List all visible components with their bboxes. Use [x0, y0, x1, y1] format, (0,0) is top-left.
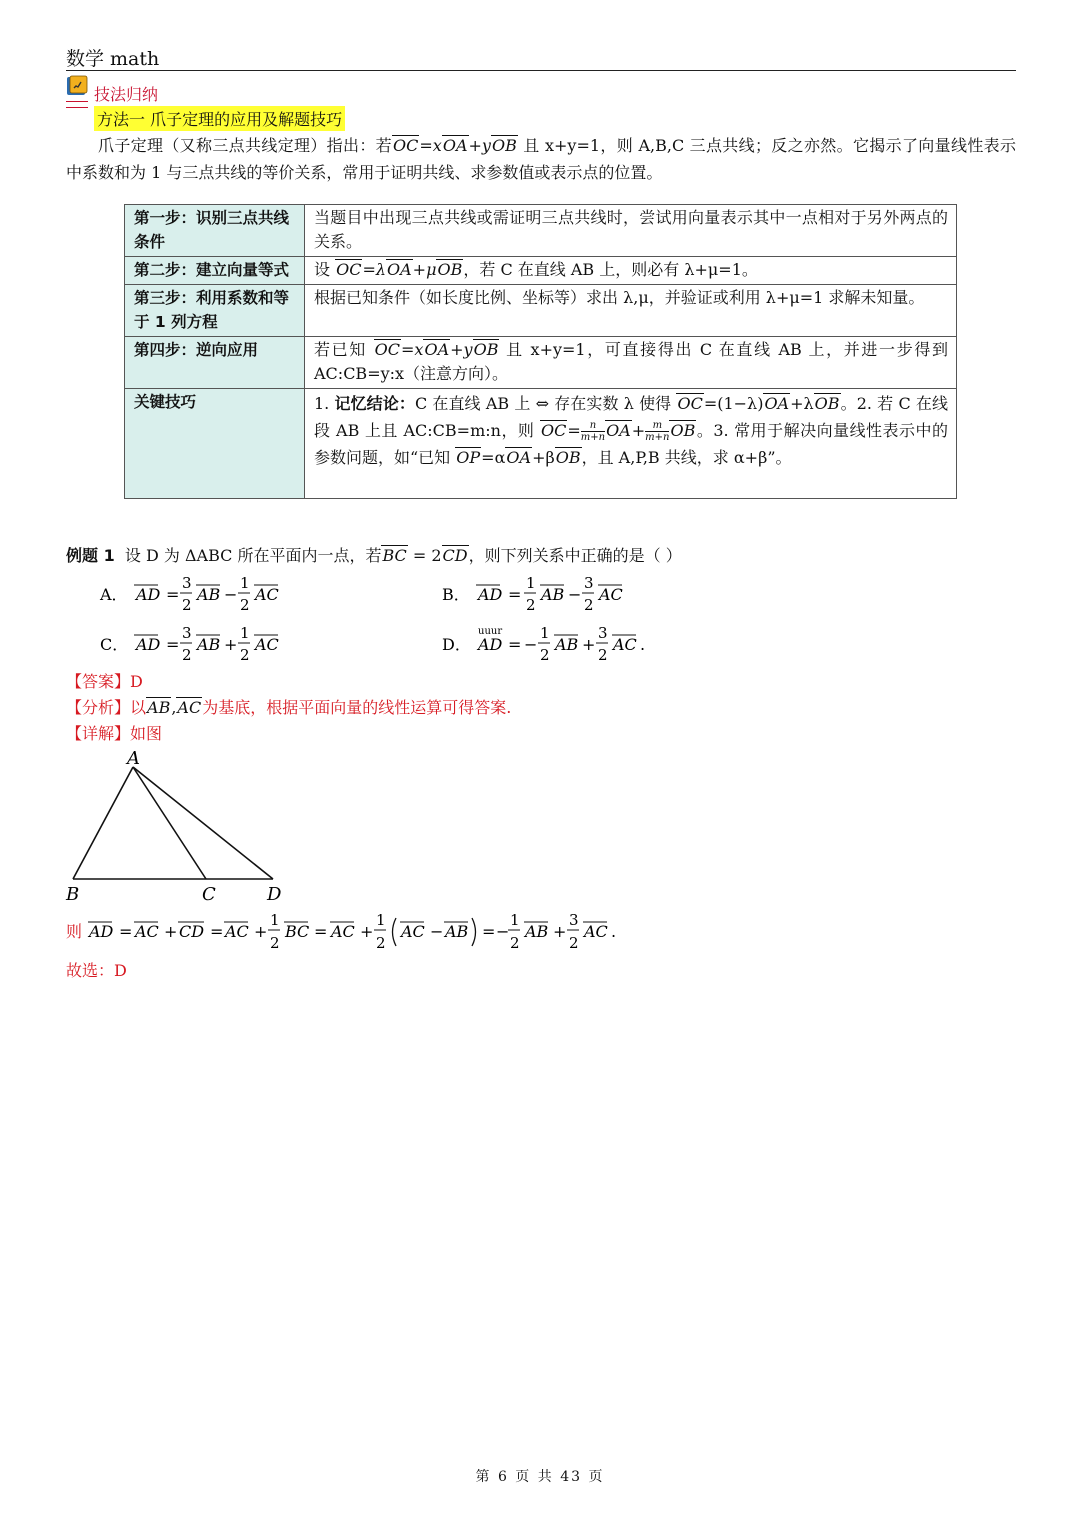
step-label: 第三步：利用系数和等于 1 列方程: [125, 285, 305, 337]
denominator: 2: [182, 646, 192, 664]
numerator: 1: [270, 911, 280, 929]
plus-sign: +: [254, 922, 268, 941]
vec-ab: AB: [445, 922, 469, 941]
eq-sign: =: [508, 635, 522, 654]
right-paren: [472, 918, 476, 946]
vec-ab: AB: [197, 585, 221, 604]
point-label-a: A: [127, 748, 140, 769]
method-heading: 方法一 爪子定理的应用及解题技巧: [94, 106, 345, 131]
vector-marks: uuur: [478, 626, 503, 637]
vec-ad: AD: [89, 922, 114, 941]
minus-sign: −: [524, 635, 538, 654]
minus-sign: −: [496, 922, 510, 941]
vec-cd: CD: [179, 922, 205, 941]
vec-ab: AB: [555, 635, 579, 654]
numerator: 1: [376, 911, 386, 929]
plus-sign: +: [553, 922, 567, 941]
section-title: 技法归纳: [94, 85, 159, 104]
detail-line: 【详解】如图: [66, 724, 163, 743]
vec-bc: BC: [285, 922, 310, 941]
denominator: 2: [598, 646, 608, 664]
eq-sign: =: [210, 922, 224, 941]
denominator: 2: [270, 934, 280, 952]
table-row: [125, 257, 957, 285]
numerator: 3: [182, 574, 192, 592]
point-label-c: C: [202, 884, 216, 905]
numerator: 1: [240, 624, 250, 642]
eq-sign: =: [314, 922, 328, 941]
solution-prefix: 则: [66, 922, 83, 941]
vec-ad: AD: [136, 635, 161, 654]
step-text: 若已知 OC=xOA+yOB 且 x+y=1，可直接得出 C 在直线 AB 上，并进一步得到 AC:CB=y:x（注意方向）。: [305, 337, 957, 389]
plus-sign: +: [360, 922, 374, 941]
vec-ab: AB: [525, 922, 549, 941]
book-icon: [66, 75, 88, 97]
point-label-d: D: [267, 884, 282, 905]
option-c-label: C．: [100, 635, 129, 654]
eq-sign: =: [119, 922, 133, 941]
numerator: 1: [510, 911, 520, 929]
vec-ac: AC: [255, 585, 279, 604]
vec-ac: AC: [613, 635, 637, 654]
minus-sign: −: [430, 922, 444, 941]
vec-ad: AD: [136, 585, 161, 604]
header-divider: [66, 70, 1016, 71]
answer-line: 【答案】D: [66, 672, 143, 691]
segment-ac: [133, 767, 206, 879]
plus-sign: +: [224, 635, 238, 654]
numerator: 1: [240, 574, 250, 592]
page-footer: 第 6 页 共 43 页: [475, 1469, 605, 1485]
step-label: 关键技巧: [125, 389, 305, 499]
step-text: 设 OC=λOA+μOB，若 C 在直线 AB 上，则必有 λ+μ=1。: [305, 257, 957, 285]
option-a-label: A．: [100, 585, 128, 604]
vec-ac: AC: [584, 922, 608, 941]
page-header-title: 数学 math: [66, 48, 160, 70]
vec-ac: AC: [135, 922, 159, 941]
eq-sign: =: [166, 635, 180, 654]
table-row: [125, 285, 957, 337]
step-text: 根据已知条件（如长度比例、坐标等）求出 λ,μ，并验证或利用 λ+μ=1 求解未知量。: [305, 285, 957, 337]
option-d-label: D．: [442, 635, 471, 654]
denominator: 2: [182, 596, 192, 614]
vec-ab: AB: [197, 635, 221, 654]
period: .: [640, 635, 646, 654]
denominator: 2: [376, 934, 386, 952]
vec-ac: AC: [331, 922, 355, 941]
eq-sign: =: [482, 922, 496, 941]
example-question: 例题 1 设 D 为 ΔABC 所在平面内一点，若BC = 2CD，则下列关系中正确的是（ ）: [66, 546, 682, 565]
denominator: 2: [526, 596, 536, 614]
denominator: 2: [240, 596, 250, 614]
numerator: 3: [584, 574, 594, 592]
vec-ac: AC: [255, 635, 279, 654]
vec-ac: AC: [401, 922, 425, 941]
segment-ad: [133, 767, 273, 879]
numerator: 1: [540, 624, 550, 642]
step-label: 第四步：逆向应用: [125, 337, 305, 389]
eq-sign: =: [508, 585, 522, 604]
plus-sign: +: [582, 635, 596, 654]
point-label-b: B: [66, 884, 80, 905]
left-paren: [393, 918, 397, 946]
numerator: 1: [526, 574, 536, 592]
option-b-label: B．: [442, 585, 470, 604]
step-label: 第二步：建立向量等式: [125, 257, 305, 285]
minus-sign: −: [568, 585, 582, 604]
numerator: 3: [569, 911, 579, 929]
steps-table: [124, 204, 957, 499]
answer-options: [96, 572, 696, 672]
period: .: [611, 922, 617, 941]
plus-sign: +: [164, 922, 178, 941]
step-text: 1. 记忆结论：C 在直线 AB 上 ⇔ 存在实数 λ 使得 OC=(1−λ)OA+λOB。2. 若 C 在线段 AB 上且 AC:CB=m:n，则 OC= $\frac{n}{m+n}$ OA+ $\frac{m}{m+n}$ OB。3. 常用于解决向量线性表示中的参数问题，如“已知 OP=αOA+βOB，且 A,P,B 共线，求 α+β”。: [305, 389, 957, 499]
conclusion-line: 故选：D: [66, 961, 127, 980]
minus-sign: −: [224, 585, 238, 604]
denominator: 2: [569, 934, 579, 952]
vec-ac: AC: [225, 922, 249, 941]
vec-ac: AC: [599, 585, 623, 604]
triangle-figure: [60, 746, 300, 908]
solution-equation: [64, 906, 664, 958]
denominator: 2: [584, 596, 594, 614]
denominator: 2: [510, 934, 520, 952]
vec-ab: AB: [541, 585, 565, 604]
vec-ad: AD: [478, 635, 503, 654]
intro-paragraph: 爪子定理（又称三点共线定理）指出：若OC=xOA+yOB 且 x+y=1，则 A,B,C 三点共线；反之亦然。它揭示了向量线性表示中系数和为 1 与三点共线的等价关系，常用于证明共线、求参数值或表示点的位置。: [66, 136, 1016, 182]
denominator: 2: [240, 646, 250, 664]
segment-ab: [73, 767, 133, 879]
table-row: [125, 205, 957, 257]
eq-sign: =: [166, 585, 180, 604]
vec-ad: AD: [478, 585, 503, 604]
section-underline: [66, 101, 88, 108]
numerator: 3: [598, 624, 608, 642]
analysis-line: 【分析】以AB,AC为基底，根据平面向量的线性运算可得答案.: [66, 698, 512, 717]
table-row: [125, 337, 957, 389]
step-text: 当题目中出现三点共线或需证明三点共线时，尝试用向量表示其中一点相对于另外两点的关系。: [305, 205, 957, 257]
denominator: 2: [540, 646, 550, 664]
step-label: 第一步：识别三点共线条件: [125, 205, 305, 257]
table-row: [125, 389, 957, 499]
numerator: 3: [182, 624, 192, 642]
